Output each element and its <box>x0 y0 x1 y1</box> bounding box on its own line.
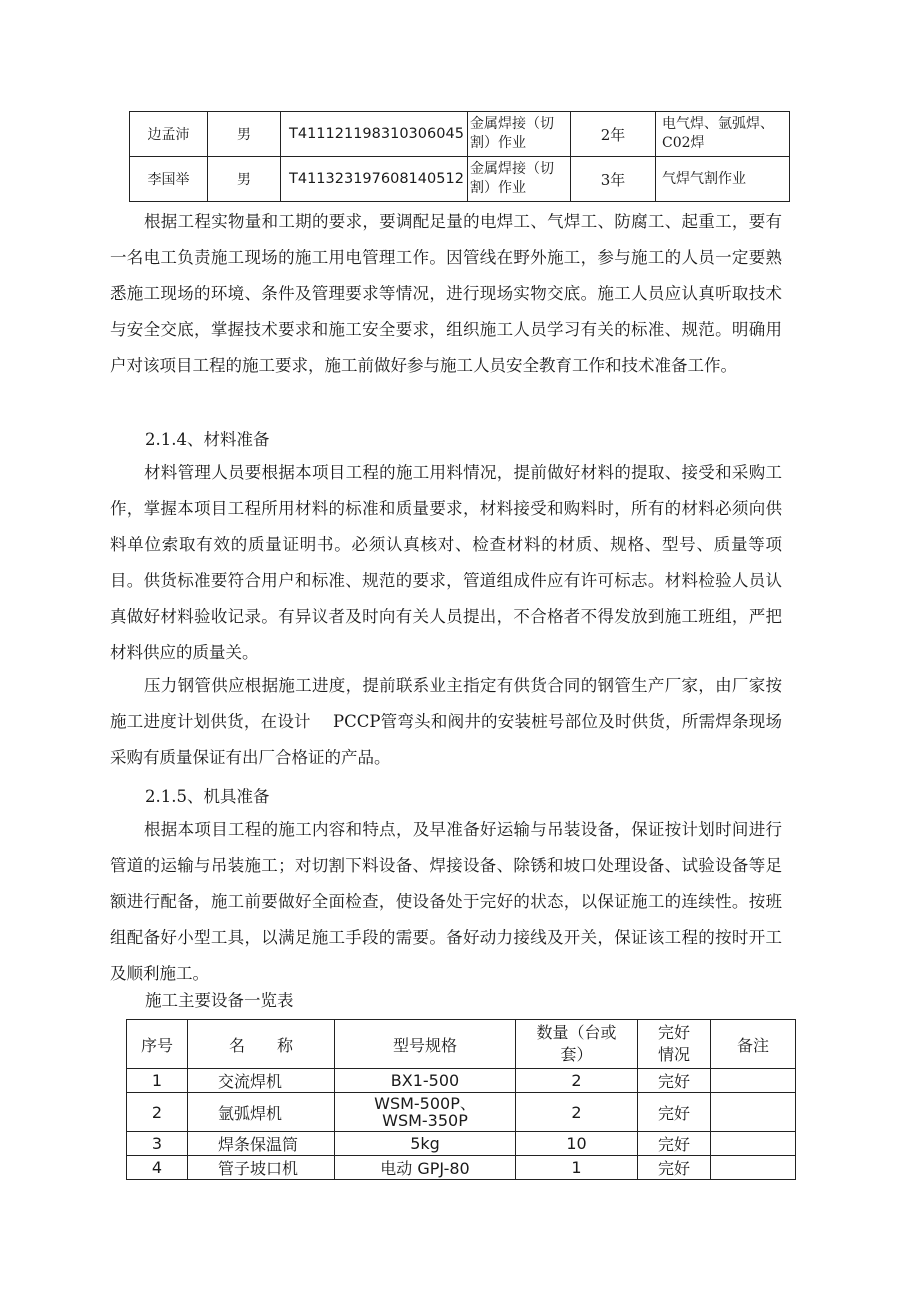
equip-status: 完好 <box>638 1156 711 1180</box>
header-qty-text: 数量（台或套） <box>536 1023 617 1064</box>
header-name: 名 称 <box>188 1020 335 1069</box>
equip-qty: 10 <box>516 1132 638 1156</box>
paragraph-steel-pipe: 压力钢管供应根据施工进度，提前联系业主指定有供货合同的钢管生产厂家，由厂家按施工进度计划供货，在设计 PCCP管弯头和阀井的安装桩号部位及时供货，所需焊条现场采购有质量保证有出厂合格证的产品。 <box>110 676 782 767</box>
equip-no: 3 <box>127 1132 188 1156</box>
header-qty <box>516 1020 638 1069</box>
equip-name: 焊条保温筒 <box>188 1132 335 1156</box>
header-status-text: 完好情况 <box>657 1023 690 1064</box>
table-row <box>127 1093 796 1132</box>
staff-job: 金属焊接（切割）作业 <box>468 157 571 202</box>
equip-status: 完好 <box>638 1132 711 1156</box>
staff-id: T411323197608140512 <box>281 157 468 202</box>
equip-model-text: WSM-500P、WSM-350P <box>374 1094 476 1130</box>
staff-sex: 男 <box>208 157 281 202</box>
equip-name: 氩弧焊机 <box>188 1093 335 1132</box>
table-row <box>130 157 790 202</box>
equip-note <box>711 1156 796 1180</box>
staff-sex: 男 <box>208 112 281 157</box>
equip-no: 4 <box>127 1156 188 1180</box>
equipment-table <box>126 1019 796 1180</box>
staff-job: 金属焊接（切割）作业 <box>468 112 571 157</box>
header-status <box>638 1020 711 1069</box>
staff-name: 边孟沛 <box>130 112 208 157</box>
table-row <box>127 1156 796 1180</box>
equip-no: 1 <box>127 1069 188 1093</box>
header-no: 序号 <box>127 1020 188 1069</box>
table-row <box>127 1132 796 1156</box>
equip-qty: 2 <box>516 1093 638 1132</box>
heading-equipment-prep: 2.1.5、机具准备 <box>145 787 270 806</box>
equip-qty: 1 <box>516 1156 638 1180</box>
equip-name: 交流焊机 <box>188 1069 335 1093</box>
equipment-table-caption: 施工主要设备一览表 <box>145 991 294 1010</box>
paragraph-staffing: 根据工程实物量和工期的要求，要调配足量的电焊工、气焊工、防腐工、起重工，要有一名电工负责施工现场的施工用电管理工作。因管线在野外施工，参与施工的人员一定要熟悉施工现场的环境、条件及管理要求等情况，进行现场实物交底。施工人员应认真听取技术与安全交底，掌握技术要求和施工安全要求，组织施工人员学习有关的标准、规范。明确用户对该项目工程的施工要求，施工前做好参与施工人员安全教育工作和技术准备工作。 <box>110 212 782 375</box>
staff-name: 李国举 <box>130 157 208 202</box>
equip-model: 电动 GPJ-80 <box>335 1156 516 1180</box>
equip-status: 完好 <box>638 1069 711 1093</box>
paragraph-equipment: 根据本项目工程的施工内容和特点，及早准备好运输与吊装设备，保证按计划时间进行管道的运输与吊装施工；对切割下料设备、焊接设备、除锈和坡口处理设备、试验设备等足额进行配备，施工前要做好全面检查，使设备处于完好的状态，以保证施工的连续性。按班组配备好小型工具，以满足施工手段的需要。备好动力接线及开关，保证该工程的按时开工及顺利施工。 <box>110 820 782 983</box>
staff-type: 电气焊、氩弧焊、C02焊 <box>656 112 790 157</box>
heading-material-prep: 2.1.4、材料准备 <box>145 430 270 449</box>
staff-years: 2年 <box>571 112 656 157</box>
table-row <box>127 1069 796 1093</box>
equip-note <box>711 1132 796 1156</box>
equip-model: BX1-500 <box>335 1069 516 1093</box>
header-note: 备注 <box>711 1020 796 1069</box>
staff-type: 气焊气割作业 <box>656 157 790 202</box>
paragraph-materials: 材料管理人员要根据本项目工程的施工用料情况，提前做好材料的提取、接受和采购工作，掌握本项目工程所用材料的标准和质量要求，材料接受和购料时，所有的材料必须向供料单位索取有效的质量证明书。必须认真核对、检查材料的材质、规格、型号、质量等项目。供货标准要符合用户和标准、规范的要求，管道组成件应有许可标志。材料检验人员认真做好材料验收记录。有异议者及时向有关人员提出，不合格者不得发放到施工班组，严把材料供应的质量关。 <box>110 463 782 662</box>
table-row <box>130 112 790 157</box>
equip-model: 5kg <box>335 1132 516 1156</box>
equip-model <box>335 1093 516 1132</box>
equip-note <box>711 1093 796 1132</box>
equip-status: 完好 <box>638 1093 711 1132</box>
staff-years: 3年 <box>571 157 656 202</box>
equip-name: 管子坡口机 <box>188 1156 335 1180</box>
header-model: 型号规格 <box>335 1020 516 1069</box>
table-header-row <box>127 1020 796 1069</box>
equip-no: 2 <box>127 1093 188 1132</box>
staff-table <box>129 111 790 202</box>
equip-qty: 2 <box>516 1069 638 1093</box>
equip-note <box>711 1069 796 1093</box>
staff-id: T411121198310306045 <box>281 112 468 157</box>
